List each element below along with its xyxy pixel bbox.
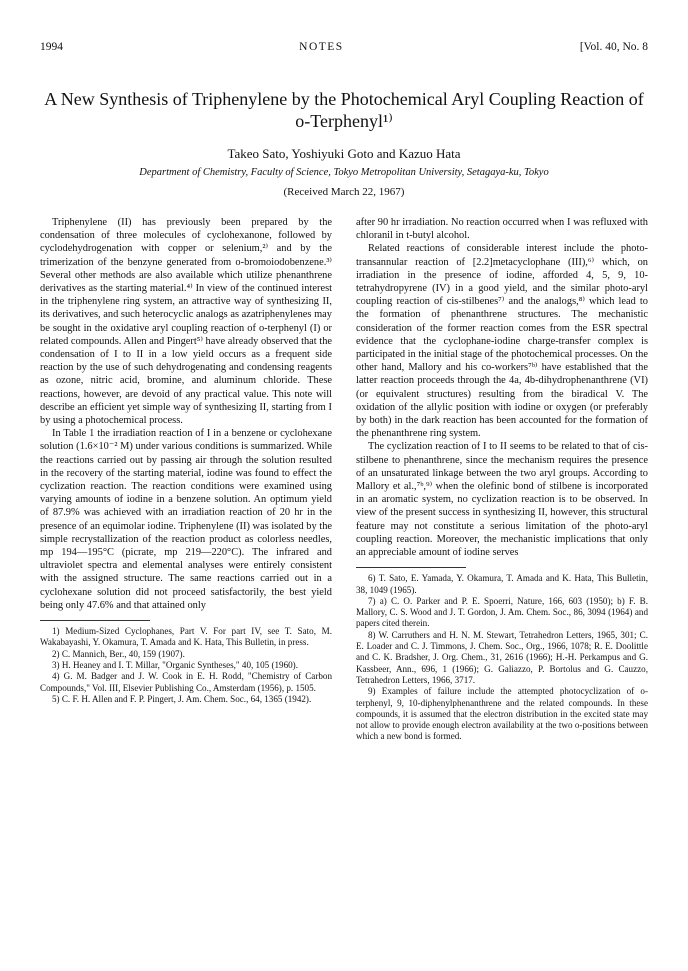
article-authors: Takeo Sato, Yoshiyuki Goto and Kazuo Hata — [227, 146, 461, 161]
footnote: 2) C. Mannich, Ber., 40, 159 (1907). — [52, 648, 185, 659]
volume-info: [Vol. 40, No. 8 — [579, 41, 648, 53]
footnote: 8) W. Carruthers and H. N. M. Stewart, Tetrahedron Letters, 1965, 301; C. E. Loader and C. J. Timmons, J. Chem. Soc., Org., 1966, 1078; R. E. Doolittle and C. K. Bradsher, J. Org. Chem., 31, 2616 (1966); H.-H. Perkampus and G. Kassbeer, Ann., 696, 1 (1966); G. Galiazzo, P. Bortolus and G. Cauzzo, Tetrahedron Letters, 1966, 3717. — [356, 629, 648, 685]
footnote-rule — [40, 620, 150, 621]
footnote-rule — [356, 567, 466, 568]
author-affiliation: Department of Chemistry, Faculty of Science, Tokyo Metropolitan University, Setagaya-ku, Tokyo — [139, 167, 549, 178]
section-name: NOTES — [299, 41, 344, 53]
running-head — [40, 40, 648, 54]
paragraph: after 90 hr irradiation. No reaction occurred when I was refluxed with chloranil in t-butyl alcohol. — [356, 217, 648, 242]
footnote: 6) T. Sato, E. Yamada, Y. Okamura, T. Amada and K. Hata, This Bulletin, 38, 1049 (1965). — [356, 573, 648, 595]
received-date: (Received March 22, 1967) — [283, 186, 405, 198]
footnote: 4) G. M. Badger and J. W. Cook in E. H. Rodd, "Chemistry of Carbon Compounds," Vol. III, Elsevier Publishing Co., Amsterdam (1956), p. 1505. — [40, 671, 332, 693]
page-number: 1994 — [40, 41, 63, 53]
paragraph: Triphenylene (II) has previously been prepared by the condensation of three molecules of cyclohexanone, followed by cyclodehydrogenation with copper or selenium,²⁾ and by the trimerization of the benzyne generated from o-bromoiodobenzene.³⁾ Several other methods are also available which utilize phenanthrene derivatives as the starting material.⁴⁾ In view of the continued interest in the triphenylene ring system, an attractive way of synthesizing II, its derivatives, and such heterocyclic analogs as azatriphenylenes may be sought in the oxidative aryl coupling reaction of o-terphenyl (I) or related compounds. Allen and Pingert⁵⁾ have already observed that the condensation of I to II in a low yield occurs as a frequent side reaction by the use of such dehydrogenating and condensing reagents as ozone, nitric acid, bromine, and aluminum chloride. These reactions, however, are devoid of any practical value. This note will describe an efficient yet simple way of synthesizing II, starting from I by using a photochemical process. — [40, 217, 332, 427]
left-column — [40, 216, 332, 743]
left-footnotes — [40, 626, 332, 705]
footnote: 1) Medium-Sized Cyclophanes, Part V. For part IV, see T. Sato, M. Wakabayashi, Y. Okamura, T. Amada and K. Hata, This Bulletin, in press. — [40, 626, 332, 648]
footnote: 3) H. Heaney and I. T. Millar, "Organic Syntheses," 40, 105 (1960). — [52, 659, 298, 670]
article-title: A New Synthesis of Triphenylene by the Photochemical Aryl Coupling Reaction of o-Terphenyl¹⁾ — [44, 89, 644, 131]
two-column-body — [40, 216, 648, 743]
right-column — [356, 216, 648, 743]
paragraph: The cyclization reaction of I to II seems to be related to that of cis-stilbene to phenanthrene, since the mechanism requires the presence of an unsaturated linkage between the two aryl groups. According to Mallory et al.,⁷ᵇ,⁹⁾ when the olefinic bond of stilbene is incorporated in an aromatic system, no cyclization reaction is to be observed. In view of the present success in synthesizing II, however, this structural feature may not constitute a serious limitation of the photo-aryl coupling reaction. Moreover, the mechanistic implications that only an appreciable amount of iodine serves — [356, 441, 648, 559]
paragraph: Related reactions of considerable interest include the photo-transannular reaction of [2.2]metacyclophane (III),⁶⁾ which, on irradiation in the presence of iodine, afforded 4, 5, 9, 10-tetrahydropyrene (IV) in a good yield, and the similar photo-aryl coupling reaction of cis-stilbenes⁷⁾ and the analogs,⁸⁾ which lead to the formation of phenanthrene structures. The mechanistic consideration of the former reaction comes from the ESR spectral evidence that the cyclophane-iodine charge-transfer complex is participated in the initial stage of the photochemical processes. On the other hand, Mallory and his co-workers⁷ᵇ⁾ have established that the latter reaction proceeds through the 4a, 4b-dihydrophenanthrene (VI) (or equivalent structures) resulting from the biradical V. The oxidation of the allylic position with iodine or oxygen (or preferably by both) in the dark reaction has been accounted for the formation of the phenanthrene ring system. — [356, 243, 648, 440]
left-body-text — [40, 216, 332, 612]
footnote: 7) a) C. O. Parker and P. E. Spoerri, Nature, 166, 603 (1950); b) F. B. Mallory, C. S. Wood and J. T. Gordon, J. Am. Chem. Soc., 86, 3094 (1964) and papers cited therein. — [356, 595, 648, 629]
right-footnotes — [356, 573, 648, 742]
footnote: 9) Examples of failure include the attempted photocyclization of o-terphenyl, 9, 10-diphenylphenanthrene and the related compounds. In these compounds, it is assumed that the electron distribution in the excited state may not allow to provide enough electron availability at the two o-positions between which a new bond is formed. — [356, 686, 648, 742]
footnote: 5) C. F. H. Allen and F. P. Pingert, J. Am. Chem. Soc., 64, 1365 (1942). — [52, 693, 312, 704]
paragraph: In Table 1 the irradiation reaction of I in a benzene or cyclohexane solution (1.6×10⁻² M) under various conditions is summarized. While the reactions carried out by passing air through the solution resulted in the recovery of the starting material, iodine was found to effect the cyclization reaction. The reaction conditions were examined using varying amounts of iodine in a benzene solution. An optimum yield of 87.9% was achieved with an irradiation reaction of 20 hr in the presence of an equimolar iodine. Triphenylene (II) was isolated by the simple recrystallization of the reaction product as colorless needles, mp 194—195°C (picrate, mp 219—220°C). The infrared and ultraviolet spectra and elemental analyses were entirely consistent with the assigned structure. The same reactions carried out in a cyclohexane solution did not proceed satisfactorily, the best yield being only 47.6% and that attained only — [40, 428, 332, 611]
right-body-text — [356, 216, 648, 559]
